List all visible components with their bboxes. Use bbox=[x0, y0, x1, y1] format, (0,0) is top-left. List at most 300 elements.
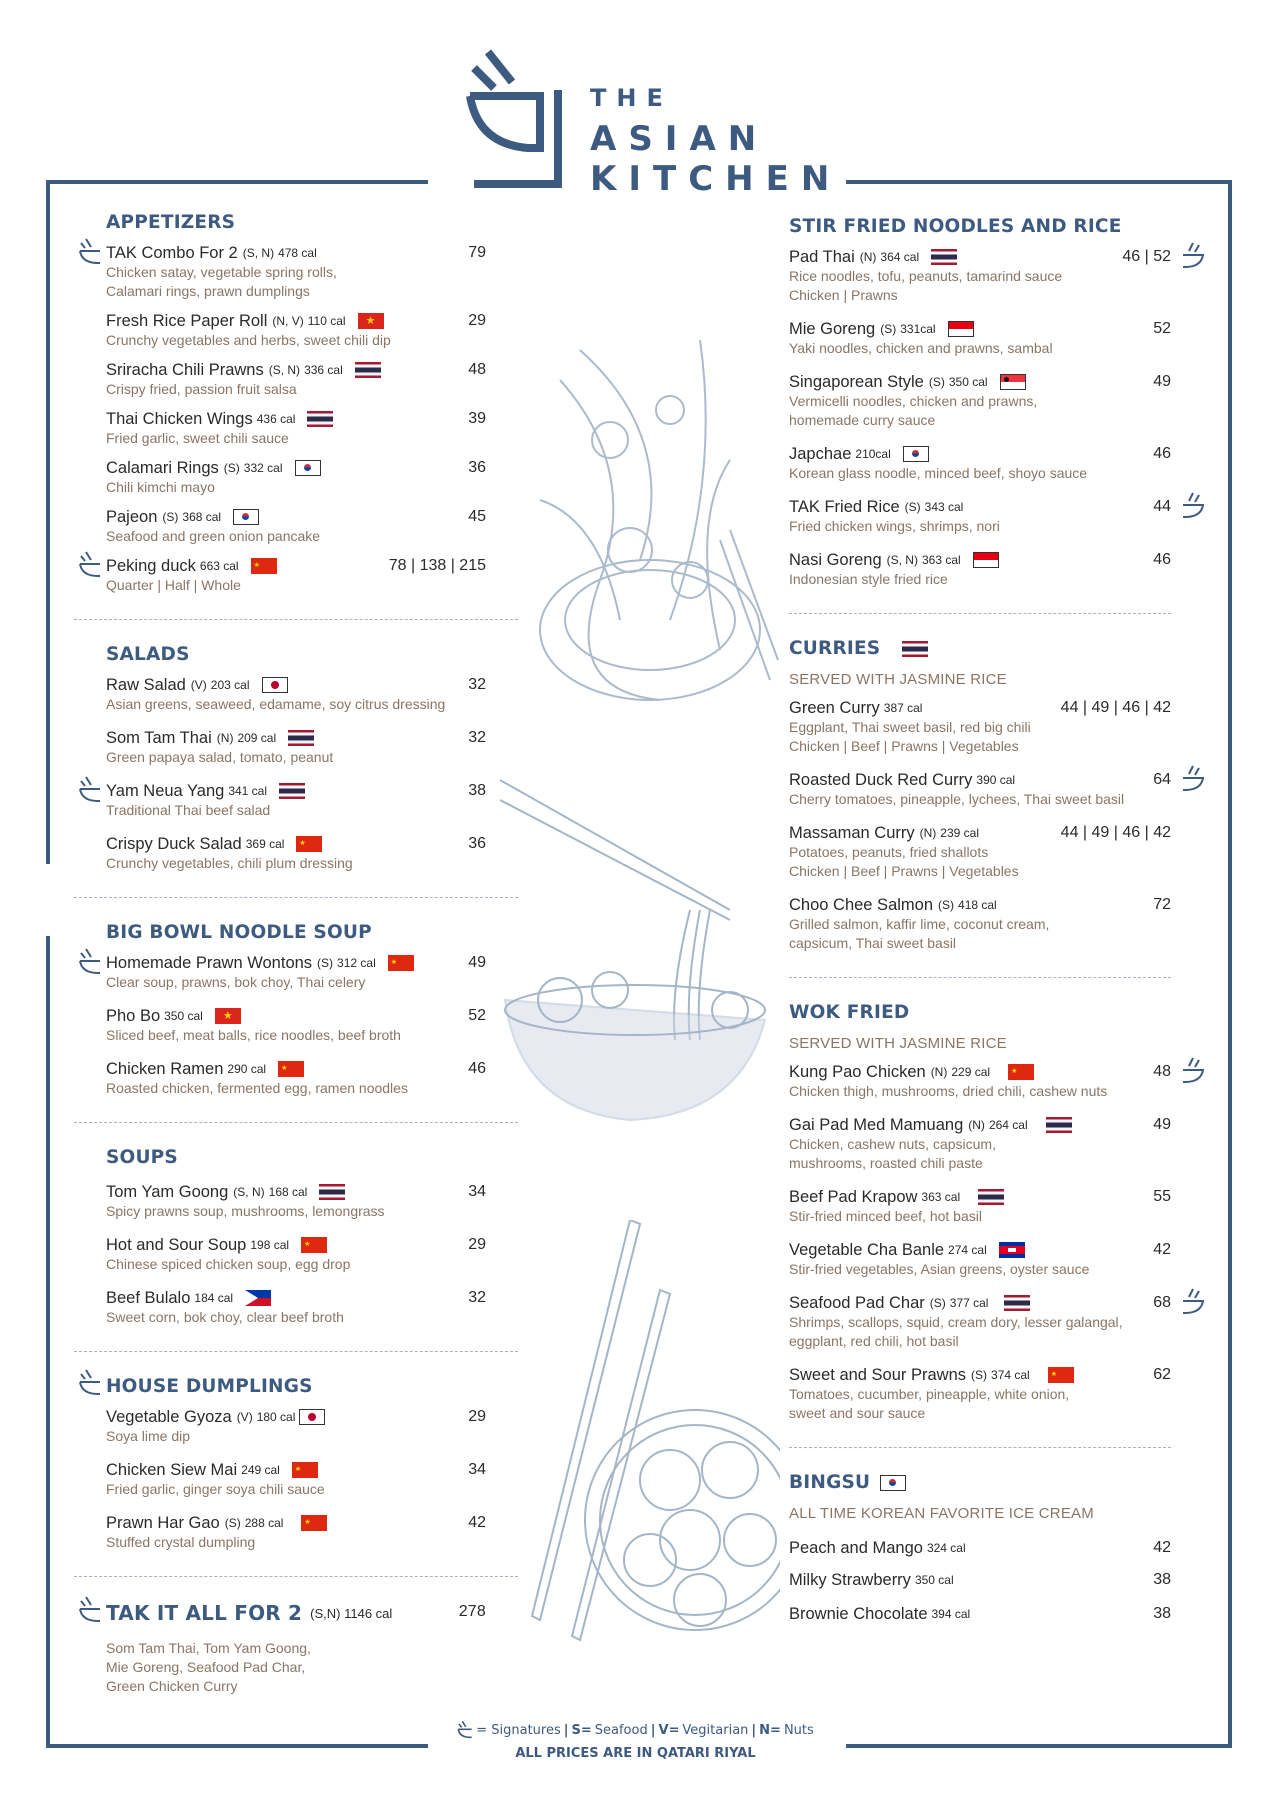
item-calories: 210cal bbox=[855, 447, 891, 461]
item-calories: 249 cal bbox=[241, 1463, 280, 1477]
korea-flag-icon bbox=[903, 446, 929, 462]
item-name: Chicken Ramen bbox=[106, 1060, 224, 1078]
signature-bowl-icon bbox=[78, 947, 102, 977]
item-name: Nasi Goreng bbox=[789, 551, 882, 569]
item-description: Crispy fried, passion fruit salsa bbox=[106, 381, 297, 397]
item-calories: 390 cal bbox=[976, 773, 1016, 787]
signature-bowl-icon bbox=[1179, 764, 1205, 794]
item-description: Vermicelli noodles, chicken and prawns, bbox=[789, 393, 1038, 409]
item-description: Indonesian style fried rice bbox=[789, 571, 948, 587]
item-calories: 168 cal bbox=[268, 1185, 308, 1199]
item-tags: (N) bbox=[919, 826, 937, 840]
item-calories: 478 cal bbox=[278, 246, 317, 260]
item-description: Shrimps, scallops, squid, cream dory, lesser galangal, bbox=[789, 1314, 1123, 1330]
item-calories: 180 cal bbox=[256, 1410, 296, 1424]
china-flag-icon bbox=[388, 955, 414, 971]
ramen-bowl-illustration-icon bbox=[500, 770, 770, 1130]
item-description: Soya lime dip bbox=[106, 1428, 191, 1444]
item-calories: 387 cal bbox=[883, 701, 923, 715]
menu-item bbox=[789, 770, 1171, 809]
item-description: Sliced beef, meat balls, rice noodles, beef broth bbox=[106, 1027, 401, 1043]
section-subtitle: ALL TIME KOREAN FAVORITE ICE CREAM bbox=[789, 1505, 1094, 1522]
item-price: 48 bbox=[1153, 1063, 1171, 1080]
china-flag-icon bbox=[301, 1515, 327, 1531]
china-flag-icon bbox=[1008, 1064, 1034, 1080]
item-description: Fried garlic, sweet chili sauce bbox=[106, 430, 289, 446]
item-price: 29 bbox=[468, 1408, 486, 1425]
menu-item bbox=[789, 1115, 1171, 1173]
menu-item bbox=[106, 728, 486, 767]
menu-item bbox=[789, 1240, 1171, 1279]
item-description: Spicy prawns soup, mushrooms, lemongrass bbox=[106, 1203, 385, 1219]
item-description: Stir-fried vegetables, Asian greens, oyster sauce bbox=[789, 1261, 1090, 1277]
item-description: Asian greens, seaweed, edamame, soy citrus dressing bbox=[106, 696, 446, 712]
item-tags: (S) bbox=[880, 322, 897, 336]
menu-item bbox=[789, 895, 1171, 953]
item-tags: (N) bbox=[859, 250, 877, 264]
item-price: 29 bbox=[468, 312, 486, 329]
item-description: Crunchy vegetables, chili plum dressing bbox=[106, 855, 353, 871]
section-salads bbox=[106, 644, 486, 873]
menu-item bbox=[789, 823, 1171, 881]
item-price: 55 bbox=[1153, 1188, 1171, 1205]
item-name: Raw Salad bbox=[106, 676, 186, 694]
item-price: 34 bbox=[468, 1183, 486, 1200]
item-price: 45 bbox=[468, 508, 486, 525]
item-name: Hot and Sour Soup bbox=[106, 1236, 247, 1254]
cambodia-flag-icon bbox=[999, 1242, 1025, 1258]
section-divider bbox=[789, 613, 1171, 614]
signature-bowl-icon bbox=[78, 1595, 102, 1625]
item-name: Kung Pao Chicken bbox=[789, 1063, 926, 1081]
item-calories: 290 cal bbox=[227, 1062, 267, 1076]
menu-item bbox=[789, 247, 1171, 305]
item-calories: 331cal bbox=[900, 322, 936, 336]
item-tags: (S) bbox=[223, 461, 240, 475]
item-description-line2: sweet and sour sauce bbox=[789, 1405, 926, 1421]
item-price: 79 bbox=[468, 244, 486, 261]
item-calories: 110 cal bbox=[307, 314, 346, 328]
item-calories: 663 cal bbox=[199, 559, 239, 573]
item-price: 62 bbox=[1153, 1366, 1171, 1383]
item-name: TAK Fried Rice bbox=[789, 498, 900, 516]
menu-item bbox=[106, 1460, 486, 1499]
philippines-flag-icon bbox=[245, 1290, 271, 1306]
item-name: Homemade Prawn Wontons bbox=[106, 954, 313, 972]
item-description-line2: homemade curry sauce bbox=[789, 412, 936, 428]
item-description: Fried chicken wings, shrimps, nori bbox=[789, 518, 1000, 534]
item-tags: (N) bbox=[968, 1118, 985, 1132]
section-dumplings bbox=[106, 1376, 486, 1552]
left-column bbox=[106, 212, 486, 1696]
item-name: Chicken Siew Mai bbox=[106, 1461, 238, 1479]
section-title: BIG BOWL NOODLE SOUP bbox=[106, 922, 372, 943]
indonesia-flag-icon bbox=[948, 321, 974, 337]
item-tags: (S) bbox=[162, 510, 179, 524]
legend-vegetarian-key: V= bbox=[658, 1722, 680, 1738]
menu-item bbox=[106, 1513, 486, 1552]
section-title: STIR FRIED NOODLES AND RICE bbox=[789, 216, 1122, 237]
item-price: 48 bbox=[468, 361, 486, 378]
item-name: Fresh Rice Paper Roll bbox=[106, 312, 268, 330]
item-calories: 341 cal bbox=[228, 784, 268, 798]
item-tags: (S) bbox=[929, 1296, 946, 1310]
section-title bbox=[789, 638, 1171, 659]
item-calories: 324 cal bbox=[926, 1541, 966, 1555]
item-price: 42 bbox=[1153, 1539, 1171, 1556]
item-tags: (S, N) bbox=[242, 246, 275, 260]
menu-item bbox=[106, 675, 486, 714]
item-calories: 350 cal bbox=[164, 1009, 203, 1023]
section-curries bbox=[789, 638, 1171, 953]
china-flag-icon bbox=[292, 1462, 318, 1478]
thailand-flag-icon bbox=[1004, 1295, 1030, 1311]
item-name: Peach and Mango bbox=[789, 1539, 923, 1557]
menu-item bbox=[106, 507, 486, 546]
thailand-flag-icon bbox=[1046, 1117, 1072, 1133]
item-tags: (V) bbox=[236, 1410, 253, 1424]
item-calories: 264 cal bbox=[988, 1118, 1028, 1132]
menu-item bbox=[106, 360, 486, 399]
item-calories: 368 cal bbox=[182, 510, 222, 524]
section-divider bbox=[74, 619, 518, 620]
section-title-text: BINGSU bbox=[789, 1472, 871, 1493]
frame-left-upper bbox=[46, 180, 50, 864]
thailand-flag-icon bbox=[279, 783, 305, 799]
section-divider bbox=[74, 1122, 518, 1123]
menu-item bbox=[789, 1538, 1171, 1558]
item-description: Seafood and green onion pancake bbox=[106, 528, 321, 544]
item-name: TAK Combo For 2 bbox=[106, 244, 238, 262]
item-name: Vegetable Cha Banle bbox=[789, 1241, 945, 1259]
item-name: Pad Thai bbox=[789, 248, 855, 266]
item-tags: (V) bbox=[190, 678, 207, 692]
legend-row bbox=[0, 1720, 1271, 1740]
brand-line-asian: ASIAN bbox=[590, 119, 769, 159]
item-description: Grilled salmon, kaffir lime, coconut cream, bbox=[789, 916, 1050, 932]
item-price: 49 bbox=[1153, 1116, 1171, 1133]
item-description: Roasted chicken, fermented egg, ramen noodles bbox=[106, 1080, 408, 1096]
thailand-flag-icon bbox=[288, 730, 314, 746]
legend-separator: | bbox=[650, 1722, 656, 1738]
item-name: Japchae bbox=[789, 445, 852, 463]
menu-item bbox=[106, 311, 486, 350]
signature-bowl-icon bbox=[457, 1720, 473, 1740]
section-title: WOK FRIED bbox=[789, 1002, 910, 1023]
item-description: Green papaya salad, tomato, peanut bbox=[106, 749, 334, 765]
item-tags: (S) bbox=[928, 375, 945, 389]
item-name: Green Curry bbox=[789, 699, 880, 717]
combo-description-line2: Mie Goreng, Seafood Pad Char, bbox=[106, 1659, 306, 1675]
item-name: Milky Strawberry bbox=[789, 1571, 911, 1589]
item-price: 46 | 52 bbox=[1122, 248, 1171, 265]
brand-name bbox=[590, 86, 841, 202]
item-description: Traditional Thai beef salad bbox=[106, 802, 271, 818]
item-description: Yaki noodles, chicken and prawns, sambal bbox=[789, 340, 1053, 356]
section-divider bbox=[74, 1576, 518, 1577]
korea-flag-icon bbox=[233, 509, 259, 525]
legend-nuts-key: N= bbox=[759, 1722, 781, 1738]
section-appetizers bbox=[106, 212, 486, 595]
item-name: Seafood Pad Char bbox=[789, 1294, 925, 1312]
section-divider bbox=[74, 1351, 518, 1352]
signature-bowl-icon bbox=[78, 237, 102, 267]
menu-item bbox=[106, 409, 486, 448]
legend-nuts: Nuts bbox=[783, 1722, 814, 1738]
combo-description-line3: Green Chicken Curry bbox=[106, 1678, 238, 1694]
item-name: Tom Yam Goong bbox=[106, 1183, 229, 1201]
frame-right bbox=[1228, 180, 1232, 1748]
item-price: 32 bbox=[468, 1289, 486, 1306]
vietnam-flag-icon bbox=[215, 1008, 241, 1024]
menu-item bbox=[106, 1235, 486, 1274]
legend-seafood: Seafood bbox=[594, 1722, 648, 1738]
menu-item bbox=[789, 550, 1171, 589]
dumplings-chopsticks-illustration-icon bbox=[520, 1220, 780, 1660]
item-description: Quarter | Half | Whole bbox=[106, 577, 241, 593]
thailand-flag-icon bbox=[902, 641, 928, 657]
item-calories: 374 cal bbox=[991, 1368, 1030, 1382]
menu-item bbox=[789, 698, 1171, 756]
china-flag-icon bbox=[301, 1237, 327, 1253]
signature-bowl-icon bbox=[1179, 1056, 1205, 1086]
brand-line-kitchen: KITCHEN bbox=[590, 159, 842, 199]
item-name: Roasted Duck Red Curry bbox=[789, 771, 973, 789]
brand-line-the: THE bbox=[590, 84, 673, 112]
item-calories: 312 cal bbox=[337, 956, 376, 970]
korea-flag-icon bbox=[880, 1475, 906, 1491]
legend-vegetarian: Vegitarian bbox=[682, 1722, 749, 1738]
item-description-line2: mushrooms, roasted chili paste bbox=[789, 1155, 983, 1171]
vietnam-flag-icon bbox=[358, 313, 384, 329]
menu-item bbox=[106, 1288, 486, 1327]
item-name: Calamari Rings bbox=[106, 459, 219, 477]
section-title bbox=[106, 1601, 486, 1625]
section-title: SALADS bbox=[106, 644, 190, 665]
item-description: Sweet corn, bok choy, clear beef broth bbox=[106, 1309, 344, 1325]
item-calories: 274 cal bbox=[948, 1243, 987, 1257]
item-price: 46 bbox=[1153, 551, 1171, 568]
item-description: Chicken thigh, mushrooms, dried chili, cashew nuts bbox=[789, 1083, 1108, 1099]
item-calories: 198 cal bbox=[250, 1238, 290, 1252]
item-name: Sriracha Chili Prawns bbox=[106, 361, 264, 379]
noodle-wok-illustration-icon bbox=[520, 320, 780, 740]
menu-item bbox=[106, 243, 486, 301]
item-price: 36 bbox=[468, 459, 486, 476]
item-description-line2: Chicken | Prawns bbox=[789, 287, 898, 303]
item-price: 42 bbox=[1153, 1241, 1171, 1258]
item-price: 38 bbox=[1153, 1571, 1171, 1588]
menu-item bbox=[789, 444, 1171, 483]
item-calories: 350 cal bbox=[914, 1573, 954, 1587]
item-calories: 343 cal bbox=[924, 500, 964, 514]
item-description: Korean glass noodle, minced beef, shoyo sauce bbox=[789, 465, 1088, 481]
item-calories: 203 cal bbox=[210, 678, 250, 692]
item-calories: 209 cal bbox=[237, 731, 277, 745]
item-description: Chicken, cashew nuts, capsicum, bbox=[789, 1136, 996, 1152]
combo-description-line1: Som Tam Thai, Tom Yam Goong, bbox=[106, 1640, 311, 1656]
item-description-line2: Chicken | Beef | Prawns | Vegetables bbox=[789, 863, 1019, 879]
menu-item bbox=[789, 1187, 1171, 1226]
footer-legend bbox=[0, 1720, 1271, 1761]
item-calories: 377 cal bbox=[949, 1296, 989, 1310]
section-title: SOUPS bbox=[106, 1147, 178, 1168]
item-tags: (S, N) bbox=[886, 553, 918, 567]
item-price: 42 bbox=[468, 1514, 486, 1531]
item-name: Peking duck bbox=[106, 557, 196, 575]
item-description: Chinese spiced chicken soup, egg drop bbox=[106, 1256, 351, 1272]
item-description: Rice noodles, tofu, peanuts, tamarind sauce bbox=[789, 268, 1063, 284]
item-price: 78 | 138 | 215 bbox=[388, 557, 486, 574]
signature-bowl-icon bbox=[1179, 491, 1205, 521]
item-calories: 418 cal bbox=[958, 898, 997, 912]
item-name: Vegetable Gyoza bbox=[106, 1408, 232, 1426]
section-stir-fried bbox=[789, 216, 1171, 589]
menu-item bbox=[106, 781, 486, 820]
item-tags: (N) bbox=[930, 1065, 948, 1079]
signature-bowl-icon bbox=[78, 775, 102, 805]
item-price: 72 bbox=[1153, 896, 1171, 913]
item-calories: 288 cal bbox=[244, 1516, 284, 1530]
brand-logo bbox=[466, 48, 842, 199]
menu-item bbox=[789, 372, 1171, 430]
item-description: Stir-fried minced beef, hot basil bbox=[789, 1208, 982, 1224]
item-price: 52 bbox=[468, 1007, 486, 1024]
item-name: Massaman Curry bbox=[789, 824, 915, 842]
thailand-flag-icon bbox=[355, 362, 381, 378]
item-calories: 229 cal bbox=[951, 1065, 991, 1079]
thailand-flag-icon bbox=[319, 1184, 345, 1200]
item-price: 44 | 49 | 46 | 42 bbox=[1060, 699, 1171, 716]
thailand-flag-icon bbox=[307, 411, 333, 427]
item-name: Sweet and Sour Prawns bbox=[789, 1366, 967, 1384]
item-price: 29 bbox=[468, 1236, 486, 1253]
combo-tags: (S,N) 1146 cal bbox=[310, 1605, 393, 1621]
section-wok-fried bbox=[789, 1002, 1171, 1423]
thailand-flag-icon bbox=[978, 1189, 1004, 1205]
item-description: Crunchy vegetables and herbs, sweet chili dip bbox=[106, 332, 391, 348]
item-tags: (S, N) bbox=[268, 363, 301, 377]
item-description: Chili kimchi mayo bbox=[106, 479, 215, 495]
item-description-line2: capsicum, Thai sweet basil bbox=[789, 935, 957, 951]
section-bingsu bbox=[789, 1472, 1171, 1624]
item-name: Brownie Chocolate bbox=[789, 1605, 928, 1623]
menu-item bbox=[106, 1006, 486, 1045]
item-price: 64 bbox=[1153, 771, 1171, 788]
item-tags: (S) bbox=[904, 500, 921, 514]
combo-price: 278 bbox=[458, 1603, 486, 1620]
item-description-line2: Chicken | Beef | Prawns | Vegetables bbox=[789, 738, 1019, 754]
item-name: Thai Chicken Wings bbox=[106, 410, 253, 428]
item-price: 49 bbox=[468, 954, 486, 971]
japan-flag-icon bbox=[299, 1409, 325, 1425]
item-price: 32 bbox=[468, 676, 486, 693]
item-price: 46 bbox=[468, 1060, 486, 1077]
legend-separator: | bbox=[563, 1722, 569, 1738]
item-calories: 436 cal bbox=[256, 412, 296, 426]
thailand-flag-icon bbox=[931, 249, 957, 265]
currency-note: ALL PRICES ARE IN QATARI RIYAL bbox=[515, 1746, 756, 1761]
item-price: 52 bbox=[1153, 320, 1171, 337]
combo-title: TAK IT ALL FOR 2 bbox=[106, 1601, 303, 1625]
right-column bbox=[789, 216, 1171, 1624]
item-name: Pajeon bbox=[106, 508, 158, 526]
item-calories: 336 cal bbox=[304, 363, 343, 377]
item-name: Singaporean Style bbox=[789, 373, 924, 391]
item-calories: 332 cal bbox=[243, 461, 283, 475]
item-tags: (S) bbox=[224, 1516, 241, 1530]
section-title-text: CURRIES bbox=[789, 638, 881, 659]
item-description: Stuffed crystal dumpling bbox=[106, 1534, 256, 1550]
item-price: 39 bbox=[468, 410, 486, 427]
item-calories: 350 cal bbox=[948, 375, 988, 389]
item-price: 68 bbox=[1153, 1294, 1171, 1311]
item-name: Beef Pad Krapow bbox=[789, 1188, 918, 1206]
legend-separator: | bbox=[751, 1722, 757, 1738]
item-description: Chicken satay, vegetable spring rolls, bbox=[106, 264, 337, 280]
item-tags: (S) bbox=[317, 956, 334, 970]
japan-flag-icon bbox=[262, 677, 288, 693]
menu-item bbox=[789, 1604, 1171, 1624]
item-name: Yam Neua Yang bbox=[106, 782, 225, 800]
item-name: Som Tam Thai bbox=[106, 729, 212, 747]
section-soups bbox=[106, 1147, 486, 1327]
item-calories: 369 cal bbox=[245, 837, 285, 851]
menu-item bbox=[106, 953, 486, 992]
item-description: Potatoes, peanuts, fried shallots bbox=[789, 844, 989, 860]
item-price: 49 bbox=[1153, 373, 1171, 390]
item-calories: 363 cal bbox=[921, 553, 961, 567]
item-name: Prawn Har Gao bbox=[106, 1514, 220, 1532]
item-tags: (N, V) bbox=[272, 314, 304, 328]
signature-bowl-icon bbox=[1179, 241, 1205, 271]
item-name: Pho Bo bbox=[106, 1007, 161, 1025]
menu-item bbox=[789, 497, 1171, 536]
item-description: Fried garlic, ginger soya chili sauce bbox=[106, 1481, 325, 1497]
item-description: Clear soup, prawns, bok choy, Thai celery bbox=[106, 974, 366, 990]
item-name: Choo Chee Salmon bbox=[789, 896, 934, 914]
menu-item bbox=[106, 458, 486, 497]
item-calories: 394 cal bbox=[931, 1607, 971, 1621]
signature-bowl-icon bbox=[78, 1368, 102, 1398]
singapore-flag-icon bbox=[1000, 374, 1026, 390]
item-calories: 363 cal bbox=[921, 1190, 961, 1204]
item-tags: (N) bbox=[216, 731, 234, 745]
menu-item bbox=[789, 1365, 1171, 1423]
item-price: 36 bbox=[468, 835, 486, 852]
item-price: 44 bbox=[1153, 498, 1171, 515]
item-price: 46 bbox=[1153, 445, 1171, 462]
signature-bowl-icon bbox=[78, 550, 102, 580]
section-tak-it-all bbox=[106, 1601, 486, 1696]
menu-item bbox=[106, 1182, 486, 1221]
bowl-chopsticks-logo-icon bbox=[466, 48, 576, 190]
menu-item bbox=[789, 319, 1171, 358]
item-description-line2: Calamari rings, prawn dumplings bbox=[106, 283, 310, 299]
section-subtitle: SERVED WITH JASMINE RICE bbox=[789, 671, 1007, 688]
item-price: 38 bbox=[468, 782, 486, 799]
section-divider bbox=[74, 897, 518, 898]
frame-top-right bbox=[846, 180, 1232, 184]
item-description: Eggplant, Thai sweet basil, red big chili bbox=[789, 719, 1031, 735]
item-price: 38 bbox=[1153, 1605, 1171, 1622]
china-flag-icon bbox=[278, 1061, 304, 1077]
item-name: Crispy Duck Salad bbox=[106, 835, 242, 853]
section-subtitle: SERVED WITH JASMINE RICE bbox=[789, 1035, 1007, 1052]
section-noodle-soup bbox=[106, 922, 486, 1098]
item-description-line2: eggplant, red chili, hot basil bbox=[789, 1333, 959, 1349]
section-divider bbox=[789, 1447, 1171, 1448]
